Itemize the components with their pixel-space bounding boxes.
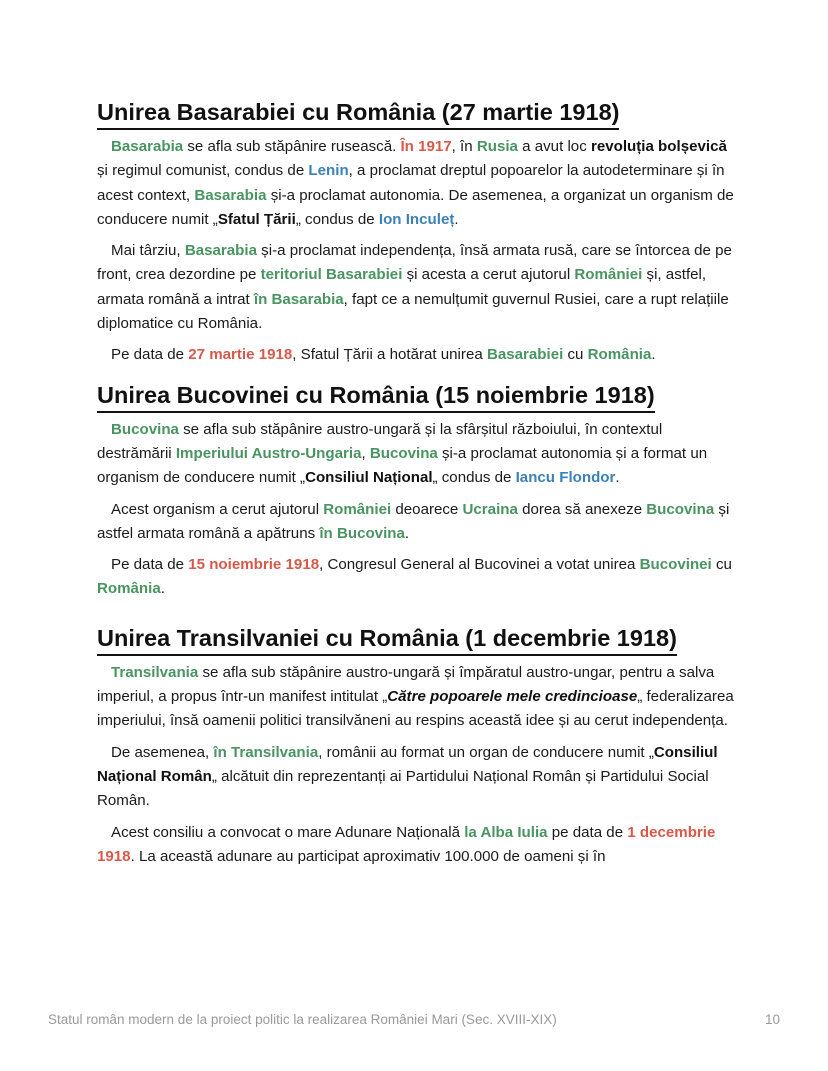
place-highlight: în Basarabia — [253, 290, 344, 308]
place-highlight: României — [574, 266, 643, 284]
italic-title: Către popoarele mele credincioase — [387, 688, 638, 706]
paragraph: Pe data de 15 noiembrie 1918, Congresul General al Bucovinei a votat unirea Bucovinei cu România. — [97, 556, 732, 598]
person-highlight: Ion Inculeț — [378, 210, 455, 228]
place-highlight: Transilvania — [111, 663, 199, 681]
paragraph: Bucovina se afla sub stăpânire austro-ungară și la sfârșitul războiului, în contextul destrămării Imperiului Austro-Ungaria, Bucovina și-a proclamat autonomia și a format un organism de conducere numit „Consiliul Național„ condus de Iancu Flondor. — [97, 420, 708, 487]
section-title: Unirea Bucovinei cu România (15 noiembrie 1918) — [97, 381, 655, 413]
place-highlight: la Alba Iulia — [464, 823, 548, 841]
place-highlight: Ucraina — [462, 500, 518, 518]
footer-title: Statul român modern de la proiect politic la realizarea României Mari (Sec. XVIII-XIX) — [48, 1012, 557, 1027]
date-highlight: 15 noiembrie 1918 — [188, 556, 320, 574]
place-highlight: Bucovina — [646, 500, 715, 518]
bold-term: Consiliul Național — [305, 469, 433, 487]
place-highlight: Bucovina — [111, 420, 179, 438]
paragraph: Basarabia se afla sub stăpânire rusească. În 1917, în Rusia a avut loc revoluția bolșevică și regimul comunist, condus de Lenin, a proclamat dreptul popoarelor la autodeterminare și în acest context, Basarabia și-a proclamat autonomia. De asemenea, a organizat un organism de conducere numit „Sfatul Țării„ condus de Ion Inculeț. — [97, 138, 734, 228]
document-body — [97, 98, 737, 882]
section-basarabia — [97, 98, 737, 368]
place-highlight: în Bucovina — [319, 524, 405, 542]
place-highlight: Rusia — [476, 138, 518, 155]
paragraph: Acest consiliu a convocat o mare Adunare Națională la Alba Iulia pe data de 1 decembrie 1918. La această adunare au participat aproximativ 100.000 de oameni și în — [97, 823, 716, 865]
paragraph: De asemenea, în Transilvania, românii au format un organ de conducere numit „Consiliul Național Român„ alcătuit din reprezentanți ai Partidului Național Român și Partidului Social Român. — [97, 743, 718, 810]
place-highlight: Basarabia — [111, 138, 184, 155]
place-highlight: Basarabia — [194, 186, 267, 204]
section-bucovina — [97, 381, 737, 602]
place-highlight: Basarabiei — [486, 346, 564, 364]
place-highlight: Basarabia — [184, 242, 257, 260]
bold-term: Sfatul Țării — [217, 210, 296, 228]
date-highlight: În 1917 — [400, 138, 452, 155]
bold-term: Consiliul Național Român — [97, 743, 718, 785]
paragraph: Acest organism a cerut ajutorul României deoarece Ucraina dorea să anexeze Bucovina și astfel armata română a apătruns în Bucovina. — [97, 500, 730, 542]
paragraph: Pe data de 27 martie 1918, Sfatul Țării a hotărat unirea Basarabiei cu România. — [111, 346, 656, 364]
section-title: Unirea Basarabiei cu România (27 martie 1918) — [97, 98, 619, 130]
date-highlight: 27 martie 1918 — [188, 346, 293, 364]
section-transilvania — [97, 624, 737, 869]
place-highlight: România — [587, 346, 652, 364]
place-highlight: Imperiului Austro-Ungaria — [175, 444, 362, 462]
place-highlight: teritoriul Basarabiei — [260, 266, 403, 284]
place-highlight: Bucovinei — [639, 556, 712, 574]
page-number: 10 — [764, 1012, 780, 1027]
section-title: Unirea Transilvaniei cu România (1 decembrie 1918) — [97, 624, 677, 656]
person-highlight: Lenin — [308, 162, 349, 180]
bold-term: revoluția bolșevică — [590, 138, 727, 155]
date-highlight: 1 decembrie 1918 — [97, 823, 716, 865]
person-highlight: Iancu Flondor — [515, 469, 616, 487]
place-highlight: României — [323, 500, 392, 518]
place-highlight: România — [97, 580, 161, 598]
page-footer — [48, 1012, 780, 1027]
place-highlight: în Transilvania — [213, 743, 319, 761]
place-highlight: Bucovina — [369, 444, 438, 462]
paragraph: Transilvania se afla sub stăpânire austro-ungară și împăratul austro-ungar, pentru a salva imperiul, a propus într-un manifest intitulat „Către popoarele mele credincioase„ federalizarea imperiului, însă oamenii politici transilvăneni au respins această idee și au cerut independența. — [97, 663, 734, 730]
paragraph: Mai târziu, Basarabia și-a proclamat independența, însă armata rusă, care se întorcea de pe front, crea dezordine pe teritoriul Basarabiei și acesta a cerut ajutorul României și, astfel, armata română a intrat în Basarabia, fapt ce a nemulțumit guvernul Rusiei, care a rupt relațiile diplomatice cu România. — [97, 242, 732, 333]
